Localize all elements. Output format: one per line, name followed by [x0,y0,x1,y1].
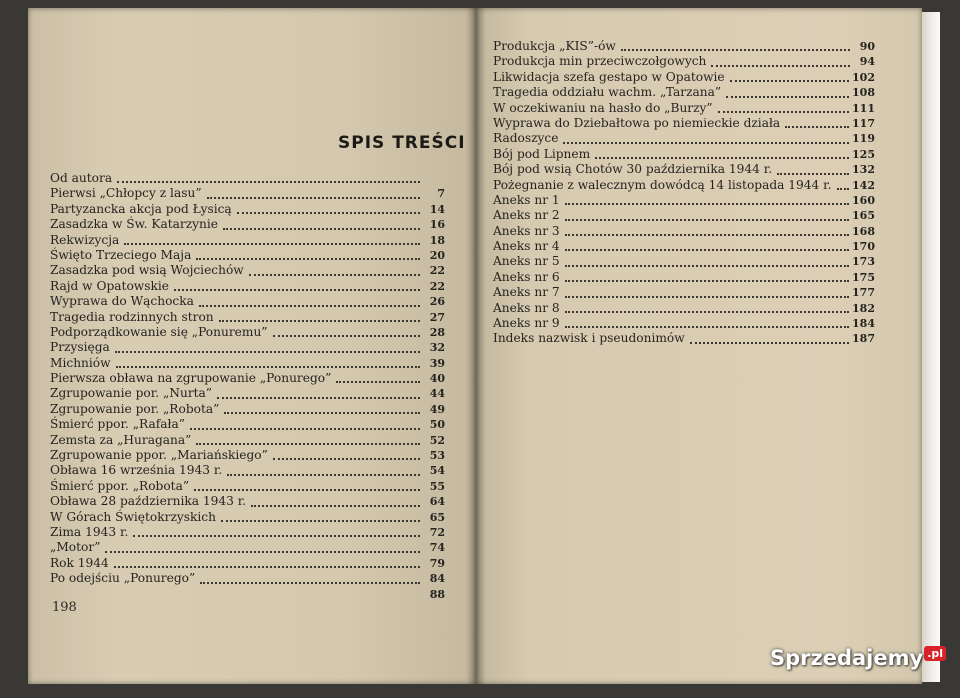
toc-entry-page: 187 [852,332,875,346]
toc-entry-title: Zgrupowanie por. „Nurta” [50,386,213,401]
toc-entry-page: 165 [852,209,875,223]
toc-entry-page: 160 [852,193,875,207]
toc-entry-title: Aneks nr 6 [493,269,560,284]
toc-entry-title: Obława 28 października 1943 r. [50,494,247,509]
toc-entry-page: 53 [429,449,445,463]
dot-leader [105,551,420,553]
toc-entry [50,556,445,571]
dot-leader [237,212,420,214]
toc-last-page-number [50,587,445,602]
toc-entry [50,263,445,278]
toc-entry [493,116,875,131]
toc-entry-title: Rajd w Opatowskie [50,278,169,293]
dot-leader [194,489,420,491]
toc-last-page: 88 [429,587,445,601]
toc-entry-page: 102 [852,70,875,84]
toc-entry [50,186,445,201]
toc-entry-page: 74 [429,541,445,555]
dot-leader [565,311,849,313]
toc-entry-page: 175 [852,270,875,284]
dot-leader [565,203,849,205]
dot-leader [249,274,420,276]
toc-entry [493,162,875,177]
toc-entry-title: Pierwsza obława na zgrupowanie „Ponurego” [50,371,332,386]
toc-entry-title: Indeks nazwisk i pseudonimów [493,331,685,346]
toc-entry [493,301,875,316]
toc-entry [50,571,445,586]
toc-entry-page: 40 [429,372,445,386]
dot-leader [565,280,849,282]
toc-entry-title: Aneks nr 8 [493,300,560,315]
toc-entry [50,248,445,263]
toc-entry-title: Pożegnanie z walecznym dowódcą 14 listopada 1944 r. [493,177,832,192]
toc-entry [50,463,445,478]
toc-entry-page: 22 [429,279,445,293]
toc-entry-title: Bój pod Lipnem [493,146,591,161]
toc-entry-title: Zgrupowanie ppor. „Mariańskiego” [50,448,268,463]
toc-entry [493,224,875,239]
toc-entry-title: Zgrupowanie por. „Robota” [50,401,220,416]
toc-entry-title: Zima 1943 r. [50,524,129,539]
toc-entry [493,316,875,331]
toc-entry [50,171,445,186]
toc-entry-title: Przysięga [50,340,110,355]
toc-entry-title: Aneks nr 4 [493,239,560,254]
toc-entry-page: 50 [429,418,445,432]
dot-leader [273,458,420,460]
toc-entry-page: 108 [852,86,875,100]
page-edge [922,12,940,682]
toc-entry-page: 54 [429,464,445,478]
toc-entry-page: 65 [429,510,445,524]
toc-entry-title: „Motor” [50,540,101,555]
dot-leader [116,366,420,368]
toc-entry-title: Śmierć ppor. „Robota” [50,478,190,493]
toc-entry-title: Aneks nr 5 [493,254,560,269]
toc-entry [493,39,875,54]
toc-entry [50,525,445,540]
dot-leader [336,381,420,383]
toc-entry-page: 132 [852,163,875,177]
toc-entry-title: Śmierć ppor. „Rafała” [50,417,185,432]
toc-entry-title: W oczekiwaniu na hasło do „Burzy” [493,100,713,115]
toc-entry-title: Zasadzka pod wsią Wojciechów [50,263,244,278]
toc-list-right [493,39,875,347]
toc-entry [50,340,445,355]
dot-leader [565,234,849,236]
toc-entry-title: Aneks nr 7 [493,285,560,300]
toc-entry-page: 184 [852,317,875,331]
dot-leader [565,219,849,221]
toc-entry-page: 28 [429,325,445,339]
dot-leader [207,197,420,199]
toc-entry [50,279,445,294]
dot-leader [196,443,420,445]
dot-leader [196,258,420,260]
toc-entry [50,371,445,386]
toc-entry-title: Produkcja „KIS”-ów [493,38,616,53]
toc-entry-page: 177 [852,286,875,300]
toc-entry-page: 27 [429,310,445,324]
dot-leader [565,296,849,298]
toc-entry-page: 18 [429,233,445,247]
toc-entry [493,101,875,116]
toc-entry-page: 168 [852,224,875,238]
toc-entry-page: 182 [852,301,875,315]
dot-leader [115,351,420,353]
toc-entry [50,217,445,232]
dot-leader [837,188,849,190]
toc-entry-title: Radoszyce [493,131,559,146]
toc-entry [50,233,445,248]
toc-entry [493,270,875,285]
dot-leader [726,96,849,98]
dot-leader [690,342,849,344]
toc-entry [493,178,875,193]
toc-entry-title: Podporządkowanie się „Ponuremu” [50,324,268,339]
toc-entry [493,208,875,223]
toc-entry [493,331,875,346]
dot-leader [273,335,420,337]
toc-entry-title: Rekwizycja [50,232,120,247]
dot-leader [217,397,420,399]
toc-entry [493,147,875,162]
toc-entry-title: Wyprawa do Wąchocka [50,294,194,309]
toc-entry-title: Aneks nr 9 [493,316,560,331]
toc-entry-page: 16 [429,218,445,232]
toc-entry-page: 173 [852,255,875,269]
toc-entry-title: Święto Trzeciego Maja [50,247,192,262]
toc-entry [493,285,875,300]
dot-leader [595,157,849,159]
toc-entry-page: 7 [437,187,445,201]
watermark-badge: .pl [924,646,946,661]
toc-entry-page: 84 [429,572,445,586]
toc-entry-title: Zasadzka w Św. Katarzynie [50,217,219,232]
toc-entry [50,325,445,340]
dot-leader [190,428,420,430]
toc-heading: SPIS TREŚCI [338,133,466,153]
toc-entry-title: Wyprawa do Dziebałtowa po niemieckie działa [493,115,781,130]
toc-entry-title: Produkcja min przeciwczołgowych [493,54,707,69]
toc-entry-page: 39 [429,356,445,370]
toc-entry-title: Bój pod wsią Chotów 30 października 1944 r. [493,162,773,177]
dot-leader [251,505,420,507]
dot-leader [174,289,420,291]
toc-entry-page: 90 [859,39,875,53]
toc-entry-title: Od autora [50,170,113,185]
dot-leader [221,520,420,522]
watermark-text: Sprzedajemy [770,646,924,670]
toc-entry [50,448,445,463]
dot-leader [621,49,850,51]
toc-entry [50,494,445,509]
toc-entry-title: Aneks nr 1 [493,192,560,207]
toc-entry-page: 94 [859,55,875,69]
dot-leader [711,65,850,67]
dot-leader [114,566,420,568]
toc-entry [50,402,445,417]
toc-entry-title: Obława 16 września 1943 r. [50,463,223,478]
toc-entry [50,202,445,217]
toc-entry [493,85,875,100]
toc-entry-title: Rok 1944 [50,555,109,570]
toc-entry-page: 32 [429,341,445,355]
dot-leader [117,181,420,183]
dot-leader [124,243,420,245]
book-spine [466,8,486,684]
toc-entry-page: 55 [429,479,445,493]
toc-entry-title: Po odejściu „Ponurego” [50,571,196,586]
toc-entry [50,417,445,432]
dot-leader [565,265,849,267]
toc-entry-page: 125 [852,147,875,161]
page-folio: 198 [52,600,77,615]
dot-leader [223,228,420,230]
toc-entry-title: W Górach Świętokrzyskich [50,509,216,524]
toc-entry-page: 72 [429,525,445,539]
dot-leader [777,173,849,175]
dot-leader [785,126,849,128]
dot-leader [224,412,420,414]
toc-entry-page: 20 [429,248,445,262]
toc-entry-page: 117 [852,116,875,130]
toc-entry-title: Zemsta za „Huragana” [50,432,192,447]
dot-leader [219,320,420,322]
toc-entry-page: 64 [429,495,445,509]
toc-entry-page: 52 [429,433,445,447]
toc-entry [50,479,445,494]
toc-entry-page: 44 [429,387,445,401]
toc-entry [50,356,445,371]
toc-entry [50,310,445,325]
toc-entry [493,70,875,85]
toc-entry-page: 111 [852,101,875,115]
toc-entry [50,433,445,448]
toc-entry-page: 142 [852,178,875,192]
dot-leader [565,249,849,251]
toc-entry-title: Tragedia rodzinnych stron [50,309,214,324]
toc-entry-page: 170 [852,240,875,254]
toc-entry-page: 119 [852,132,875,146]
toc-entry [50,294,445,309]
toc-entry [50,510,445,525]
toc-entry-title: Partyzancka akcja pod Łysicą [50,201,232,216]
dot-leader [227,474,420,476]
toc-list-left [50,171,445,602]
toc-entry [50,386,445,401]
toc-entry [493,254,875,269]
toc-entry [493,239,875,254]
toc-entry [493,193,875,208]
toc-entry-page: 79 [429,556,445,570]
toc-entry-title: Aneks nr 3 [493,223,560,238]
dot-leader [563,142,849,144]
toc-entry-page: 14 [429,202,445,216]
toc-entry [493,131,875,146]
dot-leader [199,305,420,307]
toc-entry-title: Pierwsi „Chłopcy z lasu” [50,186,202,201]
dot-leader [133,535,420,537]
dot-leader [730,80,849,82]
toc-entry [493,54,875,69]
toc-entry [50,540,445,555]
dot-leader [565,326,849,328]
toc-entry-page: 26 [429,295,445,309]
toc-entry-title: Michniów [50,355,111,370]
dot-leader [200,582,420,584]
dot-leader [718,111,849,113]
toc-entry-title: Likwidacja szefa gestapo w Opatowie [493,69,725,84]
toc-entry-title: Tragedia oddziału wachm. „Tarzana” [493,85,722,100]
site-watermark [770,646,946,670]
toc-entry-title: Aneks nr 2 [493,208,560,223]
toc-entry-page: 22 [429,264,445,278]
toc-entry-page: 49 [429,402,445,416]
